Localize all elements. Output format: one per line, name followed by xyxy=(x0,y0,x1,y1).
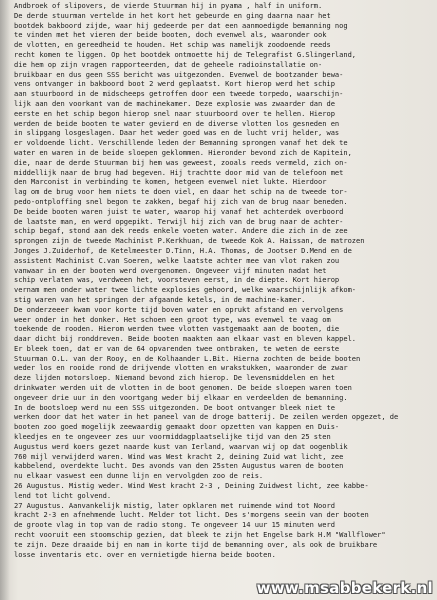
text-line: stig waren van het springen der afgaande ketels, in de machine-kamer. xyxy=(14,294,306,304)
text-line: deze lijden motorsloep. Niemand bevond zich hierop. De levensmiddelen en het xyxy=(14,373,335,383)
text-line: den Marconist in verbinding te komen, hetgeen evenwel niet lukte. Hierdoor xyxy=(14,177,327,187)
text-line: Stuurman O.L. van der Rooy, en de Kolhaander L.Bit. Hierna zochten de beide booten xyxy=(14,353,361,363)
text-line: aan stuurboord in de midscheeps getroffen door een tweede torpedo, waarschijn- xyxy=(14,89,344,99)
text-line: de vlotten, en gereedheid te houden. Het schip was namelijk zoodoende reeds xyxy=(14,40,331,50)
text-line: Jonges J.Zuiderhof, de Ketelmeester D.Tinn, H.A. Thomas, de Jootser D.Mend en de xyxy=(14,245,352,255)
text-line: drinkwater werden uit de vlotten in de boot genomen. De beide sloepen waren toen xyxy=(14,383,352,393)
text-line: Er bleek toen, dat er van de 64 opvarenden twee ontbraken, te weten de eerste xyxy=(14,343,340,353)
page-edge-shadow xyxy=(0,0,10,600)
text-line: kracht 2-3 en afnehmende lucht. Melder tot licht. Des s'morgens seein van der booten xyxy=(14,510,369,520)
text-line: In de bootsloep werd nu een SSS uitgezonden. De boot ontvanger bleek niet te xyxy=(14,402,335,412)
text-line: de groote vlag in top van de radio stong. Te ongeveer 14 uur 15 minuten werd xyxy=(14,520,335,530)
text-line: 26 Augustus. Mistig weder. Wind West kracht 2-3 , Deining Zuidwest licht, zee kabbe- xyxy=(14,481,369,491)
text-line: bruikbaar en dus geen SSS bericht was uitgezonden. Evenwel de bootzander bewa- xyxy=(14,69,344,79)
text-line: eerste en het schip begon hierop snel naar stuurboord over te hellen. Hierop xyxy=(14,108,335,118)
text-line: De beide booten waren juist te water, waarop hij vanaf het achterdek overboord xyxy=(14,206,344,216)
text-line: nu elkaar vaswest een dunne lijn en vervolgden zoo de reis. xyxy=(14,471,264,481)
text-line: die, naar de derde Stuurman bij hem was geweest, zooals reeds vermeld, zich on- xyxy=(14,157,348,167)
text-line: de laatste man, en werd opgepikt. Terwijl hij zich van de brug naar de achter- xyxy=(14,216,344,226)
text-line: weder los en rooide rond de drijvende vlotten en wrakstukken, waaronder de zwar xyxy=(14,363,348,373)
text-line: werken door dat het water in het paneel van de droge batterij. De zeilen werden opgezet, de xyxy=(14,412,399,422)
text-line: losse inventaris etc. over en vernietigde hierna beide booten. xyxy=(14,549,276,559)
text-line: toekende de rooden. Hierom werden twee vlotten vastgemaakt aan de booten, die xyxy=(14,324,340,334)
text-line: lag om de brug voor hem niets te doen viel, en daar het schip na de tweede tor- xyxy=(14,187,348,197)
text-line: water en waren in de beide sloepen geklommen. Hieronder bevond zich de Kapitein, xyxy=(14,147,352,157)
text-line: middellijk naar de brug had begeven. Hij trachtte door mid van de telefoon met xyxy=(14,167,344,177)
text-line: bootdek bakboord zijde, waar hij gedeerde per dat een aanmoedigde bemanning nog xyxy=(14,20,348,30)
text-line: kleedjes en te ongeveer zes uur voormiddagplaatselijke tijd van den 25 sten xyxy=(14,432,331,442)
text-line: weer onder in het donker. Het schoen een groot type, was evenwel te vaag om xyxy=(14,314,331,324)
text-line: De onderzeeer kwam voor korte tijd boven water en oprukt afstand en vervolgens xyxy=(14,304,344,314)
text-line: Andbroek of slipovers, de vierde Stuurman hij in pyama , half in uniform. xyxy=(14,1,323,10)
text-line: 27 Augustus. Aanvankelijk mistig, later opklaren met ruimende wind tot Noord xyxy=(14,500,335,510)
text-line: te zijn. Deze draaide bij en nam in korte tijd de bemanning over, als ook de bruikbare xyxy=(14,539,378,549)
website-watermark: www.msabbekerk.nl xyxy=(256,579,433,597)
text-line: De derde stuurman vertelde in het kort het gebeurde en ging daarna naar het xyxy=(14,10,331,20)
text-line: daar dicht bij ronddreven. Beide booten maakten aan elkaar vast en bleven kappel. xyxy=(14,334,357,344)
text-line: lijk aan den voorkant van de machinekamer. Deze explosie was zwaarder dan de xyxy=(14,98,335,108)
text-line: lend tot licht golvend. xyxy=(14,490,112,500)
text-line: vens ontvanger in bakboord boot 2 werd geplaatst. Kort hierop werd het schip xyxy=(14,79,335,89)
text-line: recht komen te liggen. Op het bootdek ontmoette hij de Telegrafist G.Slingerland, xyxy=(14,49,357,59)
text-line: er voldoende licht. Verschillende leden der Bemanning sprongen vanaf het dek te xyxy=(14,138,348,148)
text-line: vanwaar in en der booten werd overgenomen. Ongeveer vijf minuten nadat het xyxy=(14,265,327,275)
text-line: sprongen zijn de tweede Machinist P.Kerkhuan, de tweede Kok A. Haissan, de matrozen xyxy=(14,236,365,246)
typewritten-report-text xyxy=(14,1,434,559)
text-line: te vinden met het vieren der beide booten, doch evenwel als, waaronder ook xyxy=(14,30,327,40)
text-line: booten zoo goed mogelijk zeewaardig gemaakt door opzetten van kappen en Duis- xyxy=(14,422,340,432)
text-line: werden de beide booten te water gevierd en de diverse vlotten los gesneden en xyxy=(14,118,340,128)
text-line: Augustus werd koers gezet naarde kust van Ierland, waarvan wij op dat oogenblik xyxy=(14,441,348,451)
text-line: recht vooruit een stoomschip gezien, dat bleek te zijn het Engelse bark H.M "Wallflower" xyxy=(14,530,386,540)
text-line: schip begaf, stond aan dek reeds enkele voeten water. Andere die zich in de zee xyxy=(14,226,348,236)
text-line: vernam men onder water twee lichte explosies gehoord, welke waarschijnlijk afkom- xyxy=(14,285,357,295)
text-line: kabbelend, overdekte lucht. Des avonds van den 25sten Augustus waren de booten xyxy=(14,461,344,471)
text-line: schip verlaten was, verdween het, voorsteven eerst, in de diepte. Kort hierop xyxy=(14,275,340,285)
text-line: assistent Machinist C.van Soeren, welke laatste achter mee van vlot raken zou xyxy=(14,255,340,265)
text-line: in slipgang losgeslagen. Daar het weder goed was en de lucht vrij helder, was xyxy=(14,128,340,138)
text-line: pedo-ontploffing snel begon te zakken, begaf hij zich van de brug naar beneden. xyxy=(14,196,348,206)
text-line: die hem op zijn vragen rapporteerden, dat de geheele radioinstallatie on- xyxy=(14,59,323,69)
text-line: ongeveer drie uur in den voortgang weder bij elkaar en verdeelden de bemanning. xyxy=(14,392,348,402)
text-line: 760 mijl verwijderd waren. Wind was West kracht 2, deining Zuid wat licht, zee xyxy=(14,451,344,461)
